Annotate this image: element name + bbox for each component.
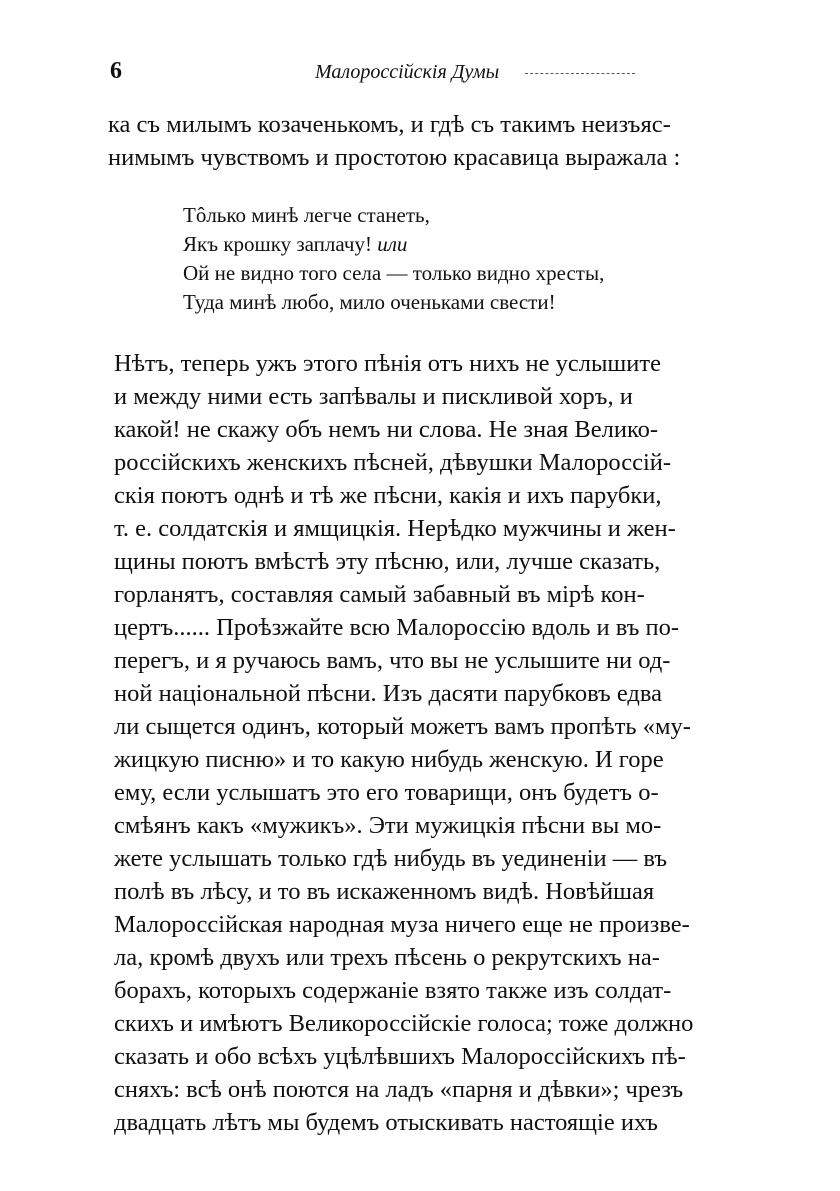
text-line: Нѣтъ, теперь ужъ этого пѣнія отъ нихъ не услышите (114, 350, 661, 377)
verse-line (183, 230, 407, 258)
text-line: нимымъ чувствомъ и простотою красавица выражала : (108, 144, 681, 171)
text-line: ему, если услышатъ это его товарищи, онъ будетъ о- (114, 779, 659, 806)
text-line: перегъ, и я ручаюсь вамъ, что вы не услышите ни од- (114, 647, 671, 674)
text-line: ка съ милымъ козаченькомъ, и гдѣ съ такимъ неизъяс- (108, 111, 671, 138)
verse-line-text: Якъ крошку заплачу! (183, 232, 378, 256)
text-line: борахъ, которыхъ содержаніе взято также изъ солдат- (114, 977, 672, 1004)
text-line: ной національной пѣсни. Изъ дасяти парубковъ едва (114, 680, 662, 707)
text-line: и между ними есть запѣвалы и пискливой хоръ, и (114, 383, 633, 410)
text-line: сняхъ: всѣ онѣ поются на ладъ «парня и дѣвки»; чрезъ (114, 1076, 684, 1103)
text-line: ла, кромѣ двухъ или трехъ пѣсень о рекрутскихъ на- (114, 944, 660, 971)
text-line: Малороссійская народная муза ничего еще не произве- (114, 911, 690, 938)
text-line: цертъ...... Проѣзжайте всю Малороссію вдоль и въ по- (114, 614, 680, 641)
text-line: скія поютъ однѣ и тѣ же пѣсни, какія и ихъ парубки, (114, 482, 662, 509)
verse-line: Тôлько минѣ легче станеть, (183, 203, 430, 227)
text-line: ли сыщется одинъ, который можетъ вамъ пропѣть «му- (114, 713, 691, 740)
text-line: полѣ въ лѣсу, и то въ искаженномъ видѣ. Новѣйшая (114, 878, 655, 905)
text-line: двадцать лѣтъ мы будемъ отыскивать настоящіе ихъ (114, 1109, 658, 1136)
text-line: сказать и обо всѣхъ уцѣлѣвшихъ Малороссійскихъ пѣ- (114, 1043, 686, 1070)
running-title: Малороссійскія Думы (315, 61, 500, 83)
text-line: горланятъ, составляя самый забавный въ мірѣ кон- (114, 581, 645, 608)
text-line: жете услышать только гдѣ нибудь въ уединеніи — въ (114, 845, 667, 872)
header-rule (525, 73, 635, 74)
text-line: россійскихъ женскихъ пѣсней, дѣвушки Малороссій- (114, 449, 672, 476)
page-number: 6 (110, 58, 122, 84)
text-line: жицкую писню» и то какую нибудь женскую. И горе (114, 746, 664, 773)
text-line: смѣянъ какъ «мужикъ». Эти мужицкія пѣсни вы мо- (114, 812, 662, 839)
text-line: щины поютъ вмѣстѣ эту пѣсню, или, лучше сказать, (114, 548, 661, 575)
verse-line: Туда минѣ любо, мило оченьками свести! (183, 290, 556, 314)
verse-line: Ой не видно того села — только видно хресты, (183, 261, 605, 285)
text-line: т. е. солдатскія и ямщицкія. Нерѣдко мужчины и жен- (114, 515, 676, 542)
text-line: скихъ и имѣютъ Великороссійскіе голоса; тоже должно (114, 1010, 694, 1037)
text-line: какой! не скажу объ немъ ни слова. Не зная Велико- (114, 416, 659, 443)
verse-or-word: или (377, 232, 408, 256)
page-header (110, 58, 720, 88)
